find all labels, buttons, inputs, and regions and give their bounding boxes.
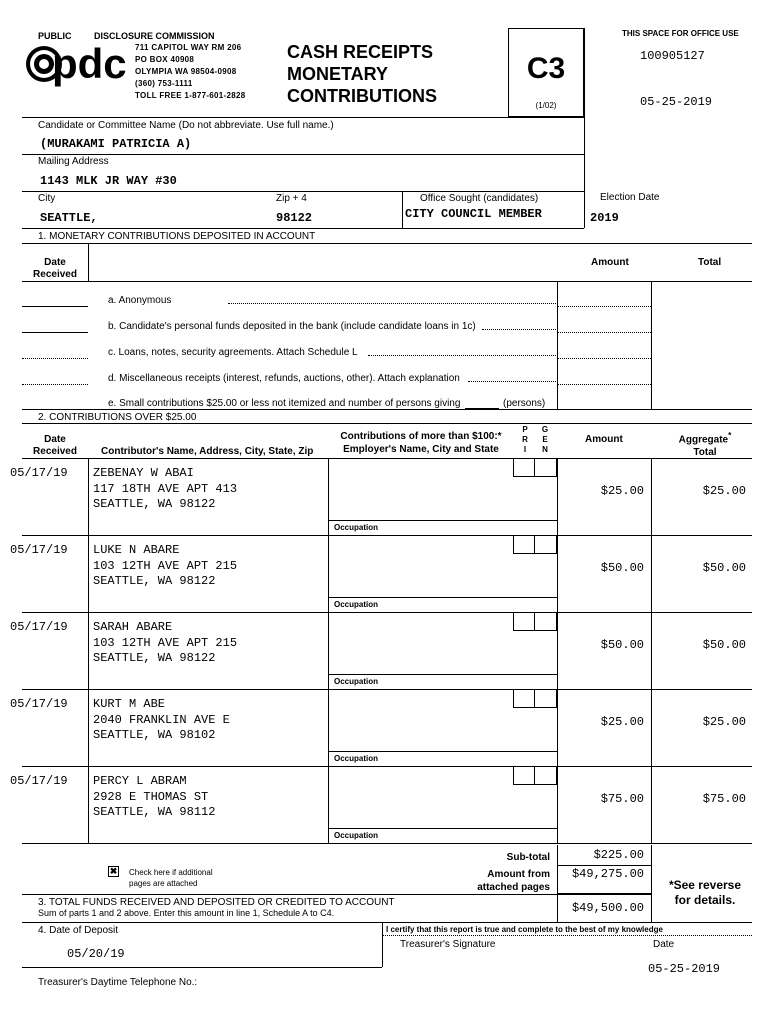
row-occupation-label: Occupation (334, 831, 379, 840)
address-line: (360) 753-1111 (135, 79, 193, 88)
row-amount: $50.00 (600, 561, 644, 575)
row-contributor (93, 466, 237, 513)
attached-pages-label (440, 868, 550, 894)
aggregate-sublabel: Total (693, 447, 717, 459)
row-contributor (93, 697, 230, 744)
total-funds-line: Sum of parts 1 and 2 above. Enter this amount in line 1, Schedule A to C4. (38, 908, 335, 918)
pdc-logo-text: pdc (52, 40, 127, 87)
employer-sublabel: Employer's Name, City and State (343, 444, 499, 455)
row-contributor-city: SEATTLE, WA 98122 (93, 574, 216, 588)
row-contributor-address: 2928 E THOMAS ST (93, 789, 209, 804)
section1-title: 1. MONETARY CONTRIBUTIONS DEPOSITED IN ACCOUNT (38, 231, 316, 242)
row-amount: $25.00 (600, 484, 644, 498)
row-date: 05/17/19 (10, 620, 68, 634)
received-label: Received (33, 269, 77, 280)
zip-value: 98122 (276, 211, 313, 225)
subtotal-label: Sub-total (506, 852, 550, 863)
zip-label: Zip + 4 (276, 193, 307, 204)
row-contributor-city: SEATTLE, WA 98102 (93, 728, 216, 742)
address-line: PO BOX 40908 (135, 55, 195, 64)
row-amount: $75.00 (600, 792, 644, 806)
mailing-address-label: Mailing Address (38, 156, 109, 167)
certify-statement: I certify that this report is true and complete to the best of my knowledge (386, 925, 663, 934)
row-primary-box[interactable] (513, 766, 535, 785)
row-general-box[interactable] (535, 689, 557, 708)
city-label: City (38, 193, 56, 204)
section2-title: 2. CONTRIBUTIONS OVER $25.00 (38, 412, 197, 423)
row-date: 05/17/19 (10, 543, 68, 557)
row-aggregate: $50.00 (702, 561, 746, 575)
row-date: 05/17/19 (10, 466, 68, 480)
row-primary-box[interactable] (513, 458, 535, 477)
agency-address (135, 42, 246, 102)
row-contributor (93, 620, 237, 667)
form-title-line: MONETARY (287, 64, 388, 84)
contributor-header: Contributor's Name, Address, City, State, Zip (101, 446, 314, 457)
row-aggregate: $25.00 (702, 484, 746, 498)
general-header (535, 425, 555, 455)
gen-e: E (542, 435, 548, 444)
line-b-personal-funds: b. Candidate's personal funds deposited in the bank (include candidate loans in 1c) (108, 321, 476, 332)
row-contributor-address: 103 12TH AVE APT 215 (93, 558, 238, 573)
see-reverse-note (655, 878, 755, 908)
office-use-label: THIS SPACE FOR OFFICE USE (622, 29, 739, 38)
row-aggregate: $50.00 (702, 638, 746, 652)
row-general-box[interactable] (535, 766, 557, 785)
gen-n: N (542, 445, 548, 454)
total-funds-line: 3. TOTAL FUNDS RECEIVED AND DEPOSITED OR CREDITED TO ACCOUNT (38, 897, 395, 908)
section1-total-header: Total (698, 257, 722, 268)
row-general-box[interactable] (535, 612, 557, 631)
date-label: Date (44, 257, 66, 268)
row-aggregate: $75.00 (702, 792, 746, 806)
office-sought-label: Office Sought (candidates) (420, 193, 539, 204)
see-reverse-line: *See reverse (668, 878, 742, 892)
row-contributor-city: SEATTLE, WA 98112 (93, 805, 216, 819)
row-contributor (93, 774, 215, 821)
row-contributor-name: KURT M ABE (93, 697, 166, 711)
additional-pages-checkbox[interactable]: ✖ (109, 866, 118, 876)
aggregate-header (660, 429, 750, 459)
section2-amount-header: Amount (585, 434, 623, 445)
candidate-name: (MURAKAMI PATRICIA A) (40, 137, 192, 151)
pri-p: P (522, 425, 528, 434)
form-title-line: CASH RECEIPTS (287, 42, 434, 62)
candidate-name-label: Candidate or Committee Name (Do not abbreviate. Use full name.) (38, 120, 334, 131)
form-title (287, 41, 437, 107)
address-line: 711 CAPITOL WAY RM 206 (135, 43, 242, 52)
form-version: (1/02) (535, 101, 557, 110)
row-amount: $25.00 (600, 715, 644, 729)
employer-header (328, 430, 514, 456)
agency-label-commission: DISCLOSURE COMMISSION (94, 31, 215, 41)
office-id: 100905127 (640, 49, 705, 63)
row-contributor-address: 103 12TH AVE APT 215 (93, 635, 238, 650)
attached-amount: $49,275.00 (571, 867, 644, 881)
line-e-small-contributions: e. Small contributions $25.00 or less not itemized and number of persons giving (108, 398, 461, 409)
pri-i: I (523, 445, 527, 454)
additional-pages-label (129, 867, 213, 889)
see-reverse-line: for details. (674, 893, 736, 907)
attached-label-line: attached pages (477, 882, 550, 893)
row-contributor-address: 2040 FRANKLIN AVE E (93, 712, 230, 727)
address-line: OLYMPIA WA 98504-0908 (135, 67, 237, 76)
election-date-label: Election Date (600, 192, 660, 203)
row-contributor-city: SEATTLE, WA 98122 (93, 497, 216, 511)
subtotal-amount: $225.00 (593, 848, 644, 862)
row-contributor-city: SEATTLE, WA 98122 (93, 651, 216, 665)
line-d-misc-receipts: d. Miscellaneous receipts (interest, refunds, auctions, other). Attach explanation (108, 373, 460, 384)
row-contributor-address: 117 18TH AVE APT 413 (93, 481, 238, 496)
row-primary-box[interactable] (513, 535, 535, 554)
gen-g: G (541, 425, 549, 434)
mailing-address: 1143 MLK JR WAY #30 (40, 174, 177, 188)
row-occupation-label: Occupation (334, 523, 379, 532)
row-contributor-name: SARAH ABARE (93, 620, 173, 634)
treasurer-signature-label: Treasurer's Signature (400, 939, 496, 950)
row-contributor-name: ZEBENAY W ABAI (93, 466, 194, 480)
agency-label-public: PUBLIC (38, 31, 72, 41)
total-funds-amount: $49,500.00 (571, 901, 644, 915)
row-primary-box[interactable] (513, 689, 535, 708)
signature-date: 05-25-2019 (648, 962, 721, 976)
section1-date-header (22, 257, 88, 281)
line-e-persons-label: (persons) (503, 398, 546, 409)
line-c-loans: c. Loans, notes, security agreements. Attach Schedule L (108, 347, 358, 358)
row-general-box[interactable] (535, 535, 557, 554)
date-label: Date (44, 434, 66, 445)
row-primary-box[interactable] (513, 612, 535, 631)
row-contributor-name: LUKE N ABARE (93, 543, 180, 557)
aggregate-label: Aggregate (678, 434, 729, 446)
signature-date-label: Date (653, 939, 675, 950)
total-funds-label (38, 897, 395, 919)
additional-pages-line: Check here if additional (129, 868, 213, 877)
employer-star: * (497, 431, 502, 442)
row-contributor-name: PERCY L ABRAM (93, 774, 187, 788)
row-occupation-label: Occupation (334, 600, 379, 609)
section2-date-header (22, 434, 88, 458)
additional-pages-line: pages are attached (129, 879, 198, 888)
row-aggregate: $25.00 (702, 715, 746, 729)
address-line: TOLL FREE 1-877-601-2828 (135, 91, 246, 100)
section1-amount-header: Amount (591, 257, 629, 268)
pdc-logo (22, 40, 134, 90)
row-contributor (93, 543, 237, 590)
primary-header (515, 425, 535, 455)
aggregate-star: * (728, 430, 732, 440)
election-date: 2019 (590, 211, 619, 225)
row-occupation-label: Occupation (334, 677, 379, 686)
pri-r: R (522, 435, 528, 444)
form-code: C3 (526, 52, 566, 85)
office-sought: CITY COUNCIL MEMBER (405, 207, 542, 221)
employer-label: Contributions of more than $100: (340, 431, 498, 442)
office-date: 05-25-2019 (640, 95, 713, 109)
deposit-date-label: 4. Date of Deposit (38, 925, 119, 936)
row-date: 05/17/19 (10, 697, 68, 711)
row-amount: $50.00 (600, 638, 644, 652)
received-label: Received (33, 446, 77, 457)
row-date: 05/17/19 (10, 774, 68, 788)
form-title-line: CONTRIBUTIONS (287, 86, 437, 106)
row-occupation-label: Occupation (334, 754, 379, 763)
city-value: SEATTLE, (40, 211, 98, 225)
attached-label-line: Amount from (487, 869, 550, 880)
line-a-anonymous: a. Anonymous (108, 295, 172, 306)
treasurer-phone-label: Treasurer's Daytime Telephone No.: (38, 977, 198, 988)
deposit-date: 05/20/19 (67, 947, 125, 961)
row-general-box[interactable] (535, 458, 557, 477)
